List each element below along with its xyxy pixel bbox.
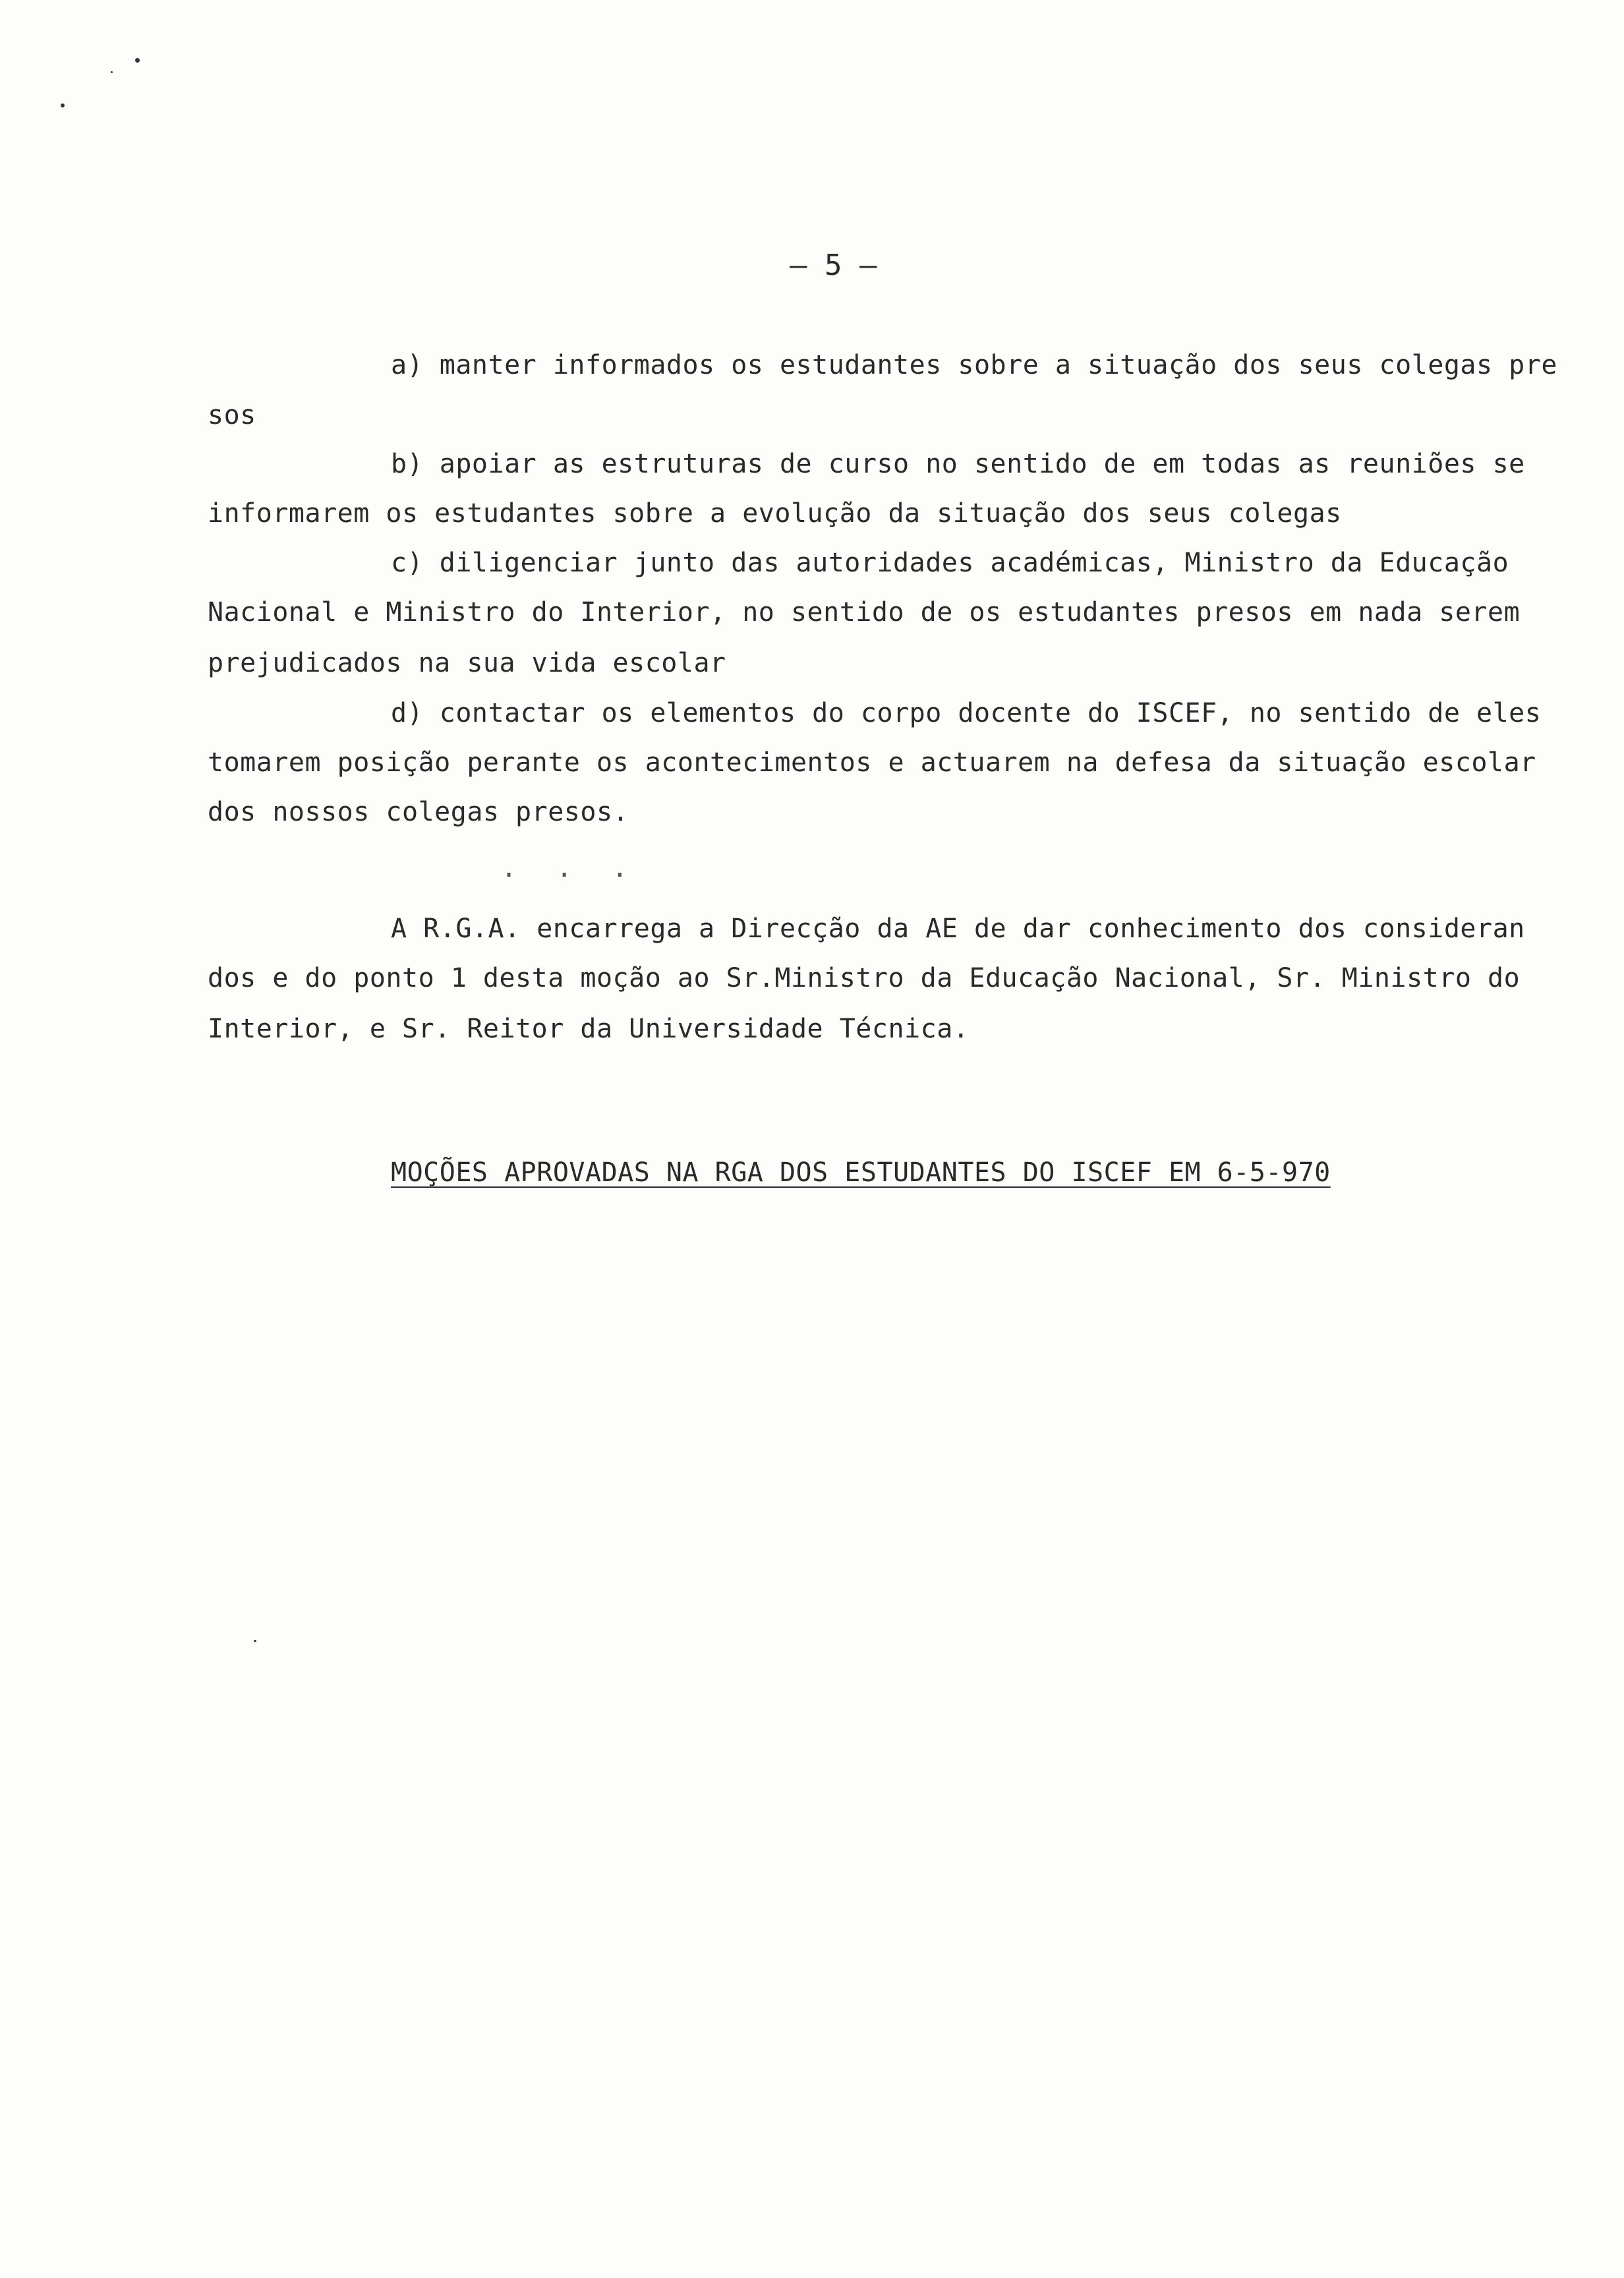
body-line-3: b) apoiar as estruturas de curso no sentido de em todas as reuniões se — [391, 449, 1525, 479]
separator-dots: · · · — [501, 860, 640, 891]
scan-speck — [135, 58, 140, 63]
scan-speck — [61, 103, 65, 107]
body-line-11: A R.G.A. encarrega a Direcção da AE de dar conhecimento dos consideran — [391, 914, 1525, 944]
body-line-7: prejudicados na sua vida escolar — [208, 648, 726, 678]
body-line-10: dos nossos colegas presos. — [208, 797, 629, 827]
body-line-6: Nacional e Ministro do Interior, no sentido de os estudantes presos em nada serem — [208, 597, 1521, 628]
body-line-1: a) manter informados os estudantes sobre a situação dos seus colegas pre — [391, 350, 1557, 380]
body-line-13: Interior, e Sr. Reitor da Universidade Técnica. — [208, 1014, 970, 1044]
body-line-12: dos e do ponto 1 desta moção ao Sr.Ministro da Educação Nacional, Sr. Ministro do — [208, 963, 1521, 993]
body-line-5: c) diligenciar junto das autoridades académicas, Ministro da Educação — [391, 548, 1509, 578]
body-line-8: d) contactar os elementos do corpo docente do ISCEF, no sentido de eles — [391, 698, 1542, 728]
section-title: MOÇÕES APROVADAS NA RGA DOS ESTUDANTES DO ISCEF EM 6-5-970 — [391, 1157, 1331, 1188]
body-line-4: informarem os estudantes sobre a evolução da situação dos seus colegas — [208, 498, 1342, 529]
scan-speck — [111, 71, 113, 73]
body-line-2: sos — [208, 400, 256, 430]
page-number: – 5 – — [790, 248, 877, 282]
scan-speck — [254, 1640, 256, 1642]
body-line-9: tomarem posição perante os acontecimentos e actuarem na defesa da situação escolar — [208, 747, 1536, 778]
